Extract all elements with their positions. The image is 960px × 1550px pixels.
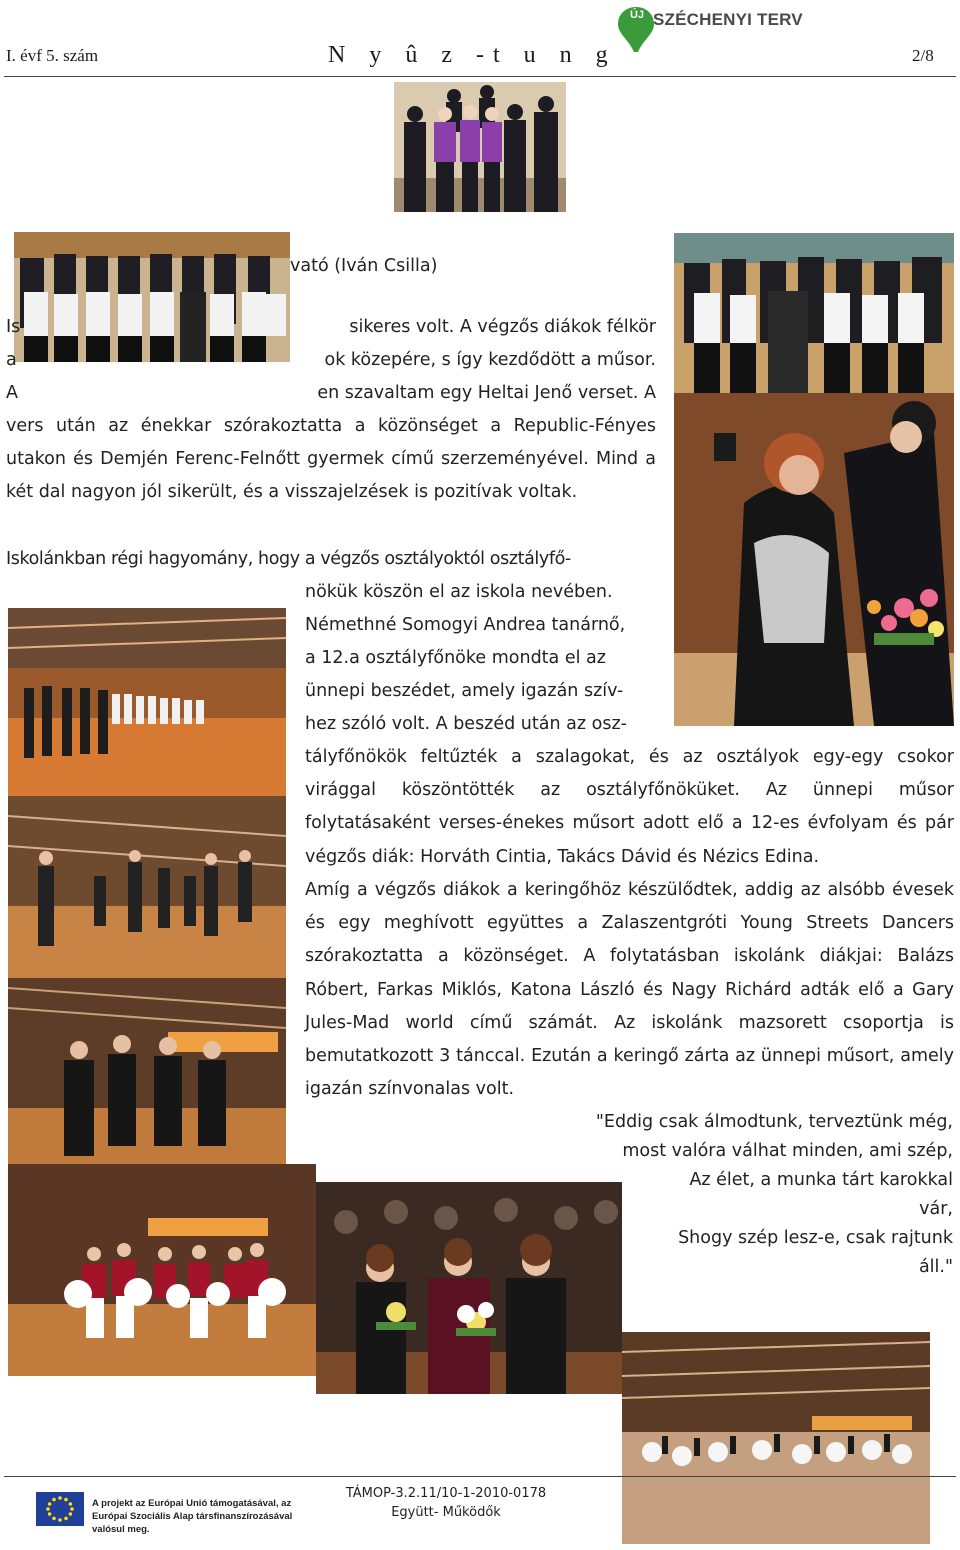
poem-line: vár, [919,1199,953,1219]
poem-line: Az élet, a munka tárt karokkal [689,1170,953,1190]
photo-class-group [674,233,954,393]
eu-support-text: A projekt az Európai Unió támogatásával, az Európai Szociális Alap társfinanszírozásával valósul meg. [92,1498,293,1535]
logo-badge: ÚJ [629,9,645,21]
photo-teachers-flowers [316,1182,622,1394]
photo-ribbon-ceremony [674,393,954,726]
photo-waltz [622,1332,930,1544]
photo-gym-lineup [8,608,286,796]
issue-label: I. évf 5. szám [6,46,99,65]
poem-line: "Eddig csak álmodtunk, terveztünk még, [595,1112,953,1132]
article-paragraph-3: Amíg a végzős diákok a keringőhöz készülődtek, addig az alsóbb évesek és egy meghívott együttes a Zalaszentgróti Young Streets Dancers szórakoztatta a közönséget. A folytatásban iskolánk diákjai: Balázs Róbert, Farkas Miklós, Katona László és Nagy Richárd adták elő a Gary Jules-Mad world című számát. Az iskolánk mazsorett csoportja is bemutatkozott 3 tánccal. Ezután a keringő zárta az ünnepi műsort, amely igazán színvonalas volt. [305,880,954,1100]
project-code: TÁMOP-3.2.11/10-1-2010-0178 [345,1486,547,1501]
footer-divider [4,1476,956,1477]
article-partial-line-4a: A [6,383,18,403]
poem-line: Shogy szép lesz-e, csak rajtunk [678,1228,953,1248]
article-partial-line-2b: sikeres volt. A végzős diákok félkör [349,317,656,337]
article-narrow-line-3: a 12.a osztályfőnöke mondta el az [305,648,606,668]
article-narrow-line-5: hez szóló volt. A beszéd után az osz- [305,714,627,734]
photo-graduates-row [14,232,290,362]
page-number: 2/8 [912,46,934,65]
photo-boys-singing [8,978,286,1164]
header-divider [4,76,956,77]
newsletter-title: N y û z -t u n g [328,42,617,68]
project-info [338,1484,554,1522]
eu-flag-icon [30,1486,90,1532]
article-partial-line-3b: ok közepére, s így kezdődött a műsor. [324,350,656,370]
photo-dancers [8,796,286,978]
article-narrow-line-2: Némethné Somogyi Andrea tanárnő, [305,615,626,635]
logo-text: SZÉCHENYI TERV [653,10,803,29]
article-partial-line-2a: Is [6,317,21,337]
photo-majorettes [8,1164,316,1376]
article-paragraph-2-start: Iskolánkban régi hagyomány, hogy a végzős osztályoktól osztályfő- [6,549,571,569]
project-name: Együtt- Működők [391,1505,501,1520]
poem-line: most valóra válhat minden, ami szép, [622,1141,953,1161]
article-partial-line-4b: en szavaltam egy Heltai Jenő verset. A [317,383,656,403]
article-narrow-line-1: nökük köszön el az iskola nevében. [305,582,613,602]
article-partial-line-1: vató (Iván Csilla) [290,256,438,276]
article-narrow-line-4: ünnepi beszédet, amely igazán szív- [305,681,624,701]
article-paragraph-1: vers után az énekkar szórakoztatta a közönséget a Republic-Fényes utakon és Demjén Ferenc-Felnőtt gyermek című szerzeményével. Mind a két dal nagyon jól sikerült, és a visszajelzések is pozitívak voltak. [6,416,656,503]
article-paragraph-2-rest: tályfőnökök feltűzték a szalagokat, és az osztályok egy-egy csokor virággal köszöntötték az osztályfőnöküket. Az ünnepi műsor folytatásaként verses-énekes műsort adott elő a 12-es évfolyam és pár végzős diák: Horváth Cintia, Takács Dávid és Nézics Edina. [305,747,954,867]
article-partial-line-3a: a [6,350,17,370]
poem-line: áll." [918,1257,953,1277]
photo-choir-group [394,82,566,212]
